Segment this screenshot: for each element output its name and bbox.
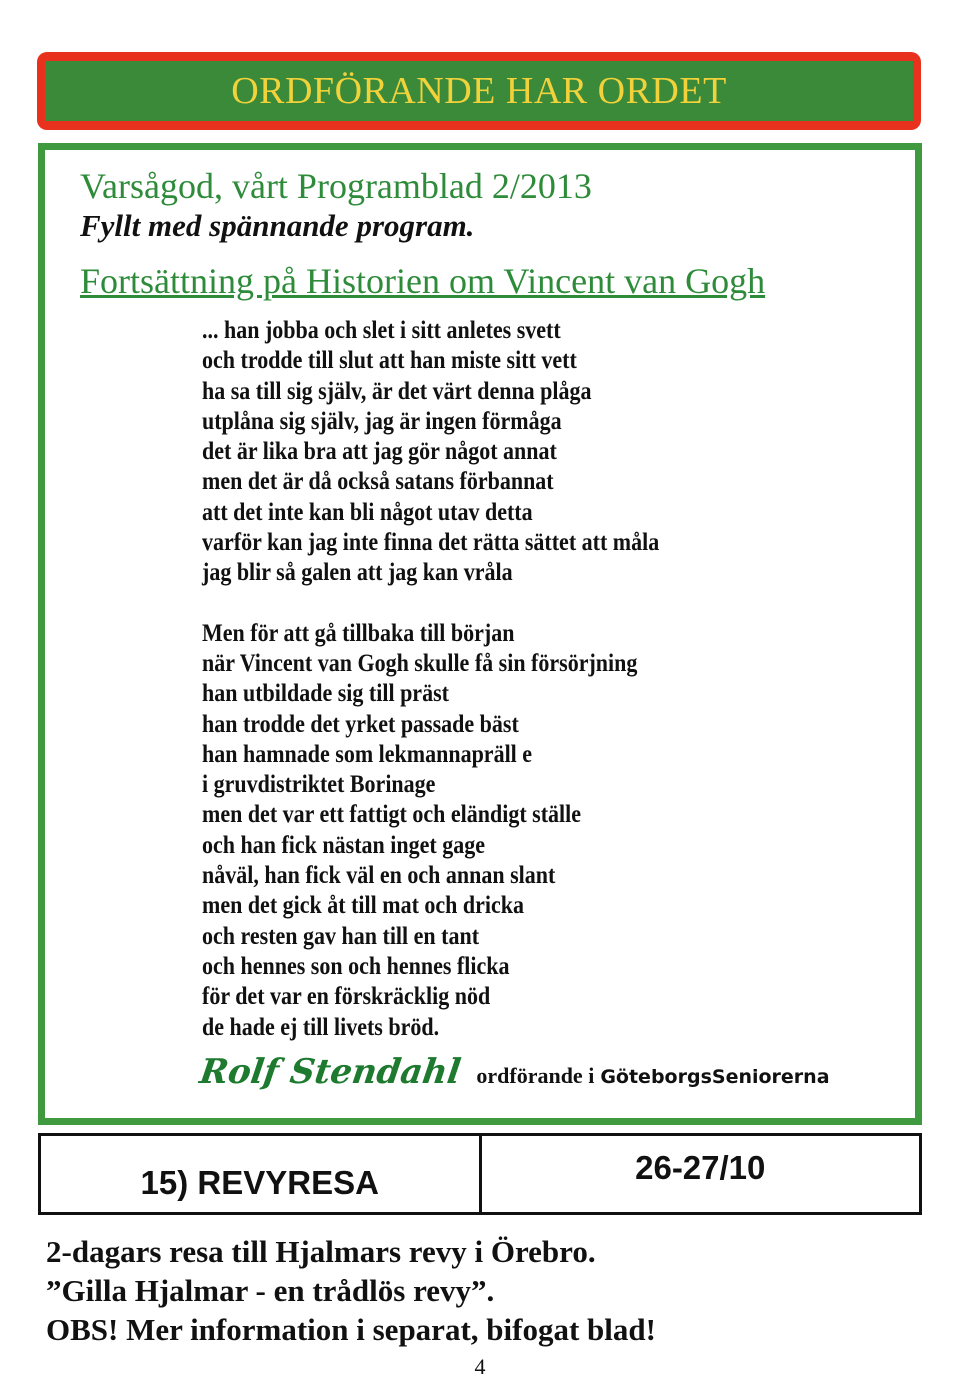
poem-line: när Vincent van Gogh skulle få sin försörjning — [202, 649, 638, 677]
signature-role: ordförande i — [476, 1063, 595, 1088]
poem-line: och resten gav han till en tant — [202, 922, 480, 950]
poem-line: jag blir så galen att jag kan vråla — [202, 559, 513, 587]
header-banner — [37, 52, 921, 130]
poem-line: men det gick åt till mat och dricka — [202, 892, 525, 920]
poem-line: men det är då också satans förbannat — [202, 468, 554, 496]
article-subheading: Fyllt med spännande program. — [80, 208, 475, 243]
history-title: Fortsättning på Historien om Vincent van Gogh — [80, 261, 766, 301]
poem-line: det är lika bra att jag gör något annat — [202, 438, 557, 466]
event-title: 15) REVYRESA — [41, 1136, 482, 1212]
poem-line: ... han jobba och slet i sitt anletes svett — [202, 317, 561, 344]
info-line: OBS! Mer information i separat, bifogat blad! — [46, 1312, 656, 1347]
poem-line: han trodde det yrket passade bäst — [202, 710, 519, 738]
article-heading: Varsågod, vårt Programblad 2/2013 — [80, 166, 592, 206]
poem-line: för det var en förskräcklig nöd — [202, 983, 491, 1011]
poem-line: varför kan jag inte finna det rätta sättet att måla — [202, 529, 660, 557]
event-box — [38, 1133, 922, 1215]
signature-org: GöteborgsSeniorerna — [600, 1066, 830, 1088]
signature-row — [197, 1052, 830, 1092]
banner-title: ORDFÖRANDE HAR ORDET — [231, 70, 727, 112]
poem-line: de hade ej till livets bröd. — [202, 1013, 440, 1041]
signature: Rolf Stendahl — [197, 1052, 464, 1092]
poem-line: utplåna sig själv, jag är ingen förmåga — [202, 407, 562, 435]
poem-line: men det var ett fattigt och eländigt ställe — [202, 801, 582, 829]
poem-line: att det inte kan bli något utav detta — [202, 498, 533, 526]
header-banner-inner — [45, 61, 913, 121]
poem-line: han hamnade som lekmannapräll e — [202, 740, 533, 768]
poem-line: han utbildade sig till präst — [202, 680, 449, 708]
page-number: 4 — [474, 1354, 486, 1379]
poem-line: i gruvdistriktet Borinage — [202, 771, 436, 799]
poem-line: och trodde till slut att han miste sitt vett — [202, 347, 577, 375]
poem-line: nåväl, han fick väl en och annan slant — [202, 862, 556, 890]
event-dates: 26-27/10 — [635, 1149, 766, 1186]
poem-line: och hennes son och hennes flicka — [202, 952, 510, 980]
poem — [202, 316, 659, 1043]
stanza-gap — [202, 589, 659, 619]
info-line: ”Gilla Hjalmar - en trådlös revy”. — [46, 1273, 495, 1308]
info-line: 2-dagars resa till Hjalmars revy i Örebro. — [46, 1234, 596, 1269]
poem-line: ha sa till sig själv, är det värt denna plåga — [202, 377, 592, 405]
event-info — [46, 1232, 656, 1349]
poem-line: Men för att gå tillbaka till början — [202, 619, 515, 647]
poem-line: och han fick nästan inget gage — [202, 831, 485, 859]
